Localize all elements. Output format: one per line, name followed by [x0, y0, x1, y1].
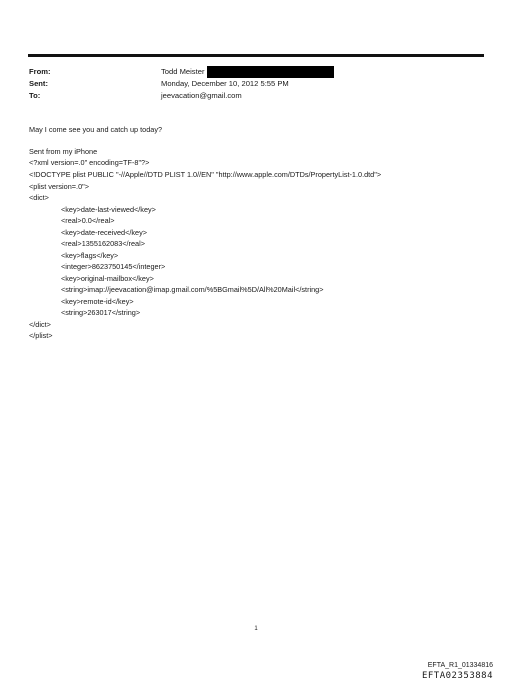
plist-line: <string>imap://jeevacation@imap.gmail.com/%5BGmail%5D/All%20Mail</string>: [61, 285, 324, 294]
plist-line: <key>original-mailbox</key>: [61, 274, 154, 283]
sent-value: Monday, December 10, 2012 5:55 PM: [161, 79, 289, 88]
sent-label: Sent:: [29, 79, 48, 88]
header-rule: [28, 54, 484, 57]
plist-line: <key>remote-id</key>: [61, 297, 134, 306]
to-value: jeevacation@gmail.com: [161, 91, 242, 100]
message-text: May I come see you and catch up today?: [29, 125, 163, 134]
redaction-box: [207, 66, 334, 78]
plist-line: <dict>: [29, 193, 49, 202]
plist-line: <real>0.0</real>: [61, 216, 115, 225]
plist-line: <plist version=.0">: [29, 182, 89, 191]
plist-line: <?xml version=.0" encoding=TF-8"?>: [29, 158, 150, 167]
plist-line: </plist>: [29, 331, 53, 340]
from-value: Todd Meister: [161, 67, 205, 76]
plist-line: <key>flags</key>: [61, 251, 119, 260]
plist-line: <!DOCTYPE plist PUBLIC "-//Apple//DTD PLIST 1.0//EN" "http://www.apple.com/DTDs/PropertyList-1.0.dtd">: [29, 170, 382, 179]
signature-text: Sent from my iPhone: [29, 147, 98, 156]
from-label: From:: [29, 67, 51, 76]
plist-line: </dict>: [29, 320, 51, 329]
bates-number-secondary: EFTA02353884: [421, 671, 493, 681]
plist-line: <key>date-received</key>: [61, 228, 147, 237]
page-number: 1: [254, 626, 258, 632]
plist-line: <integer>8623750145</integer>: [61, 262, 166, 271]
plist-line: <string>263017</string>: [61, 308, 141, 317]
to-label: To:: [29, 91, 41, 100]
plist-line: <real>1355162083</real>: [61, 239, 145, 248]
plist-line: <key>date-last-viewed</key>: [61, 205, 156, 214]
bates-number-primary: EFTA_R1_01334816: [427, 662, 493, 669]
